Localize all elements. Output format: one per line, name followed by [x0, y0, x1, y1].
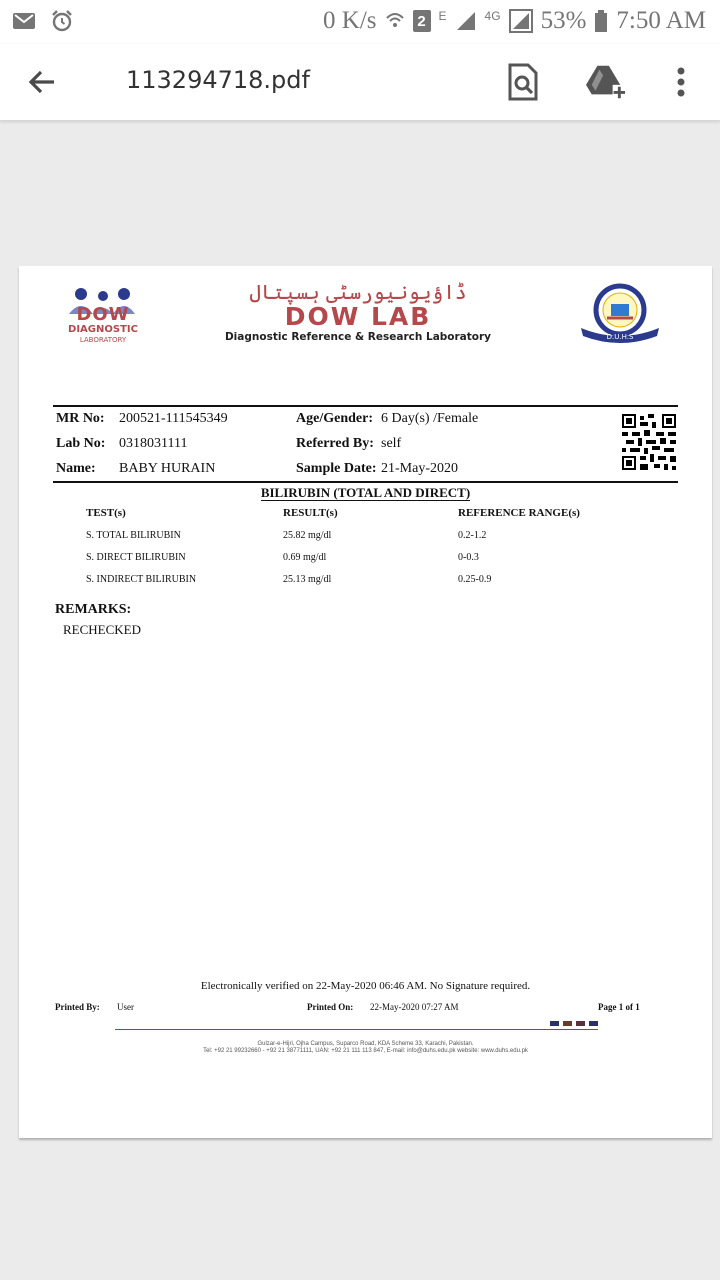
table-row-2-result: 0.69 mg/dl: [283, 552, 327, 563]
dow-lab-logo: ڈاؤیونیورسٹی ہسپتال DOW LAB Diagnostic Reference & Research Laboratory: [224, 280, 492, 343]
printed-on-label: Printed On:: [307, 1002, 354, 1012]
clock: 7:50 AM: [616, 7, 706, 34]
section-title: BILIRUBIN (TOTAL AND DIRECT): [260, 485, 471, 500]
document-title: 113294718.pdf: [126, 66, 310, 94]
top-rule: [53, 405, 678, 407]
remarks-label: REMARKS:: [55, 602, 132, 617]
back-arrow-icon[interactable]: [24, 64, 60, 100]
col-header-result: RESULT(s): [283, 507, 338, 519]
network-type-4g: 4G: [484, 9, 501, 23]
sample-date-label: Sample Date:: [296, 461, 377, 476]
remarks-value: RECHECKED: [63, 622, 141, 637]
col-header-reference: REFERENCE RANGE(s): [458, 507, 580, 519]
footer-rule: [115, 1029, 598, 1030]
printed-on-value: 22-May-2020 07:27 AM: [370, 1002, 459, 1012]
col-header-test: TEST(s): [86, 507, 126, 519]
printed-by-label: Printed By:: [55, 1002, 100, 1012]
table-row-2-reference: 0-0.3: [458, 552, 479, 563]
footer-squares: [550, 1021, 598, 1027]
age-label: Age/Gender:: [296, 411, 373, 426]
qr-code-icon: [622, 414, 676, 470]
sim-badge: 2: [413, 10, 431, 32]
pdf-page[interactable]: [19, 266, 712, 1138]
table-row-1-reference: 0.2-1.2: [458, 530, 487, 541]
mr-label: MR No:: [56, 411, 105, 426]
table-row-3-reference: 0.25-0.9: [458, 574, 492, 585]
battery-icon: [594, 10, 608, 32]
duhs-seal-logo: [579, 282, 661, 344]
footer-address: Gulzar-e-Hijri, Ojha Campus, Suparco Road, KDA Scheme 33, Karachi, Pakistan.: [257, 1041, 474, 1047]
table-row-3-test: S. INDIRECT BILIRUBIN: [86, 574, 197, 585]
add-to-drive-icon[interactable]: [586, 62, 626, 102]
battery-percent: 53%: [540, 7, 587, 34]
mr-value: 200521-111545349: [119, 411, 228, 426]
mail-notification-icon: [12, 9, 36, 33]
table-row-1-test: S. TOTAL BILIRUBIN: [86, 530, 181, 541]
table-row-1-result: 25.82 mg/dl: [283, 530, 332, 541]
name-label: Name:: [56, 461, 96, 476]
age-value: 6 Day(s) /Female: [381, 411, 479, 426]
status-bar: [0, 0, 720, 44]
signal-icon: [455, 10, 477, 32]
net-speed: 0 K/s: [323, 7, 377, 34]
network-type-e: E: [438, 9, 447, 23]
patient-bottom-rule: [53, 481, 678, 483]
referred-label: Referred By:: [296, 436, 374, 451]
more-vert-icon[interactable]: [661, 62, 701, 102]
name-value: BABY HURAIN: [119, 461, 216, 476]
referred-value: self: [381, 436, 402, 451]
printed-by-value: User: [117, 1002, 134, 1012]
svg-text:D.U.H.S: D.U.H.S: [606, 333, 634, 341]
verification-text: Electronically verified on 22-May-2020 06:46 AM. No Signature required.: [200, 980, 531, 992]
table-row-2-test: S. DIRECT BILIRUBIN: [86, 552, 186, 563]
lab-label: Lab No:: [56, 436, 106, 451]
search-in-document-icon[interactable]: [503, 62, 543, 102]
page-count: Page 1 of 1: [598, 1002, 640, 1012]
sample-date-value: 21-May-2020: [381, 461, 458, 476]
dow-diagnostic-logo: DOW DIAGNOSTIC LABORATORY: [57, 284, 149, 352]
signal-icon-2: [509, 9, 533, 33]
table-row-3-result: 25.13 mg/dl: [283, 574, 332, 585]
footer-contact: Tel: +92 21 99232660 - +92 21 38771111, UAN: +92 21 111 113 847, E-mail: info@duhs.edu.pk website: www.duhs.edu.pk: [203, 1048, 528, 1054]
lab-value: 0318031111: [119, 436, 188, 451]
app-bar: [0, 44, 720, 121]
wifi-icon: [385, 10, 405, 32]
alarm-icon: [50, 9, 74, 33]
